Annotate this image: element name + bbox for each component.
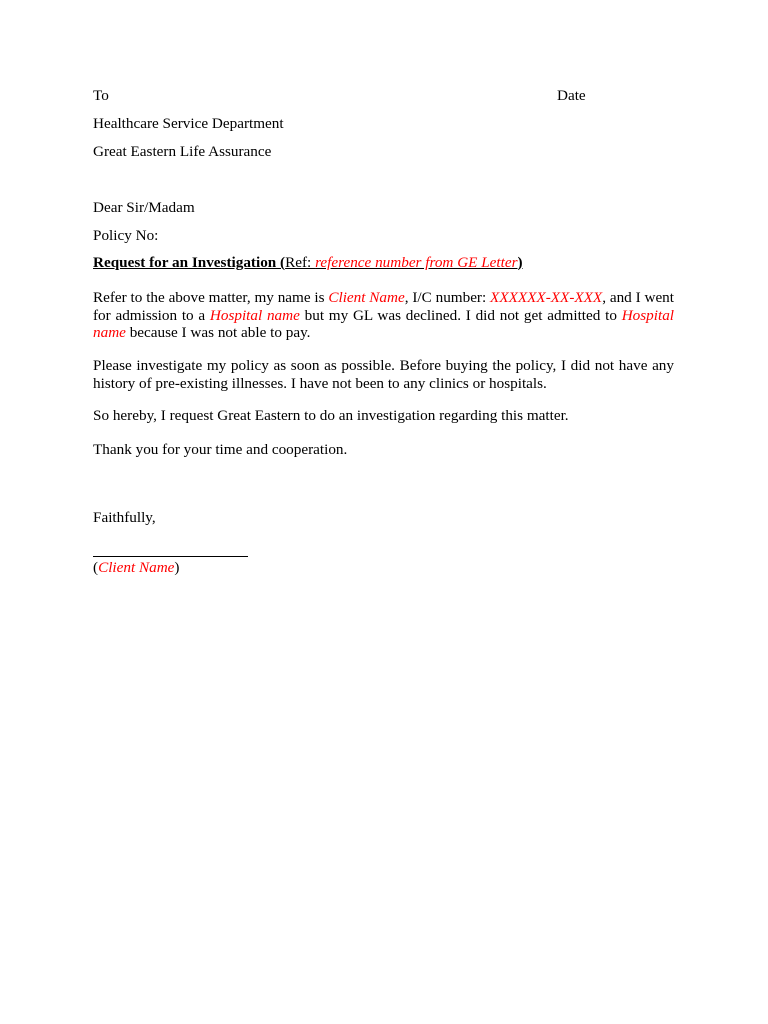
signature-name	[93, 559, 179, 577]
to-label: To	[93, 87, 109, 104]
signature-paren-open: (	[93, 559, 99, 576]
paragraph-thanks: Thank you for your time and cooperation.	[93, 441, 348, 458]
policy-number-label: Policy No:	[93, 227, 159, 244]
subject-title: Request for an Investigation (	[93, 254, 286, 271]
ic-number-placeholder: XXXXXX-XX-XXX	[490, 289, 603, 306]
subject-ref-placeholder: reference number from GE Letter	[315, 254, 518, 271]
client-name-placeholder: Client Name	[328, 289, 405, 306]
paragraph-text: because I was not able to pay.	[125, 324, 311, 341]
subject-line	[93, 254, 523, 272]
paragraph-request: So hereby, I request Great Eastern to do an investigation regarding this matter.	[93, 407, 569, 424]
paragraph-investigate: Please investigate my policy as soon as possible. Before buying the policy, I did not have any history of pre-existing illnesses. I have not been to any clinics or hospitals.	[93, 357, 674, 392]
hospital-name-placeholder: Hospital name	[93, 306, 675, 341]
signature-line	[93, 556, 248, 557]
hospital-name-placeholder: Hospital name	[209, 306, 300, 324]
paragraph-text: Refer to the above matter, my name is	[93, 289, 329, 306]
salutation: Dear Sir/Madam	[93, 199, 195, 216]
paragraph-text: , and I went for admission to a	[93, 289, 674, 324]
paragraph-admission	[93, 289, 674, 342]
closing: Faithfully,	[93, 509, 156, 526]
subject-ref-prefix: Ref:	[285, 254, 316, 271]
paragraph-text: , I/C number:	[404, 289, 491, 306]
subject-close: )	[517, 254, 523, 271]
recipient-department: Healthcare Service Department	[93, 115, 284, 132]
paragraph-text: but my GL was declined. I did not get admitted to	[299, 306, 622, 324]
recipient-company: Great Eastern Life Assurance	[93, 143, 272, 160]
signature-paren-close: )	[174, 559, 180, 576]
date-label: Date	[557, 87, 586, 104]
client-name-placeholder: Client Name	[98, 559, 175, 576]
